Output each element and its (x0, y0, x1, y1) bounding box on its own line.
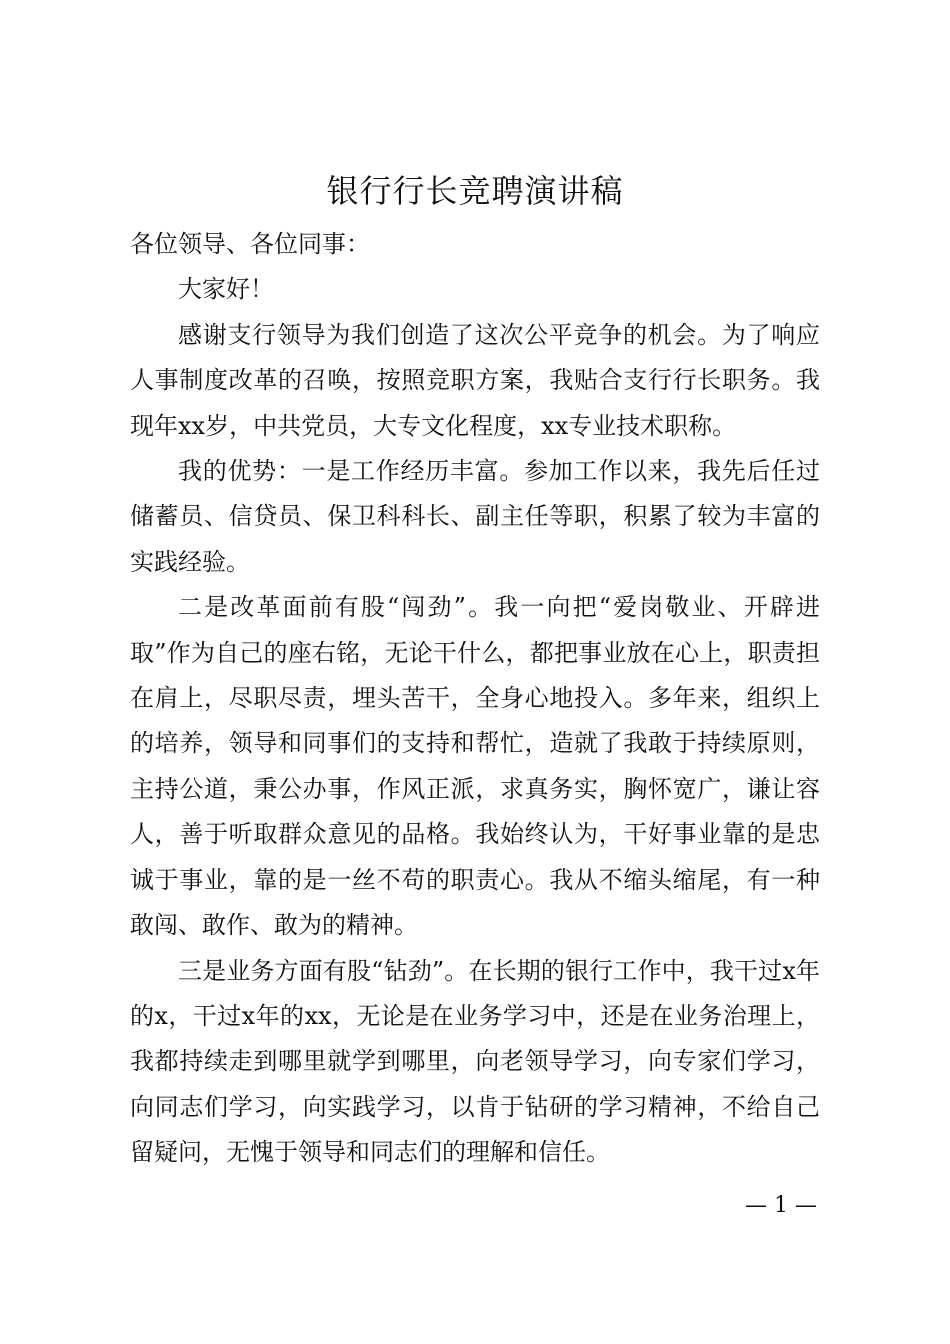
document-title: 银行行长竞聘演讲稿 (326, 172, 624, 210)
document-body (130, 222, 820, 1176)
paragraph-advantage-two: 二是改革面前有股“闯劲”。我一向把“爱岗敬业、开辟进取”作为自己的座右铭，无论干什么，都把事业放在心上，职责担在肩上，尽职尽责，埋头苦干，全身心地投入。多年来，组织上的培养，领导和同事们的支持和帮忙，造就了我敢于持续原则，主持公道，秉公办事，作风正派，求真务实，胸怀宽广，谦让容人，善于听取群众意见的品格。我始终认为，干好事业靠的是忠诚于事业，靠的是一丝不苟的职责心。我从不缩头缩尾，有一种敢闯、敢作、敢为的精神。 (130, 593, 820, 940)
paragraph-intro: 感谢支行领导为我们创造了这次公平竞争的机会。为了响应人事制度改革的召唤，按照竞职方案，我贴合支行行长职务。我现年xx岁，中共党员，大专文化程度，xx专业技术职称。 (130, 320, 820, 440)
page-number: — 1 — (745, 1193, 817, 1218)
greeting: 大家好！ (178, 275, 274, 304)
salutation: 各位领导、各位同事： (130, 230, 370, 258)
paragraph-advantage-three: 三是业务方面有股“钻劲”。在长期的银行工作中，我干过x年的x，干过x年的xx，无论是在业务学习中，还是在业务治理上，我都持续走到哪里就学到哪里，向老领导学习，向专家们学习，向同志们学习，向实践学习，以肯于钻研的学习精神，不给自己留疑问，无愧于领导和同志们的理解和信任。 (130, 956, 820, 1167)
paragraph-advantage-one: 我的优势：一是工作经历丰富。参加工作以来，我先后任过储蓄员、信贷员、保卫科科长、副主任等职，积累了较为丰富的实践经验。 (130, 457, 820, 576)
